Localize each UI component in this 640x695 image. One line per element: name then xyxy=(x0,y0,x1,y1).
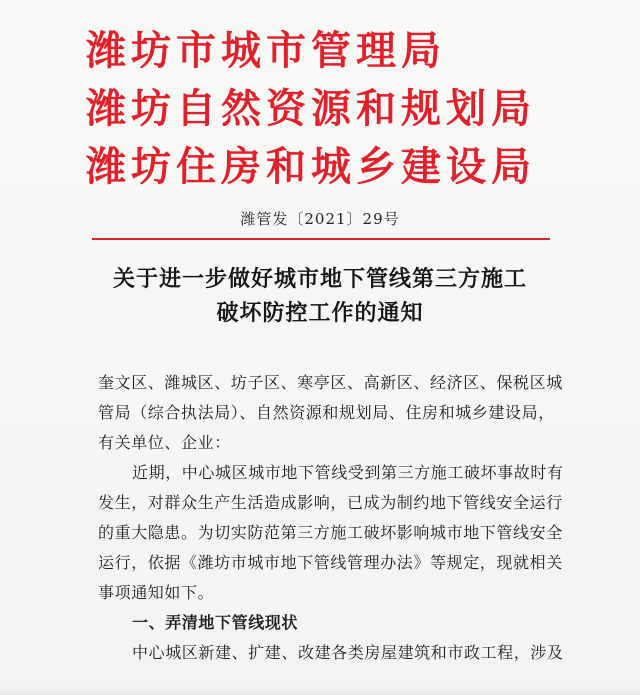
recipient-line: 有关单位、企业： xyxy=(98,433,231,452)
paragraph-line: 的重大隐患。为切实防范第三方施工破坏影响城市地下管线安全 xyxy=(98,523,563,542)
section-heading: 一、弄清地下管线现状 xyxy=(132,613,299,632)
recipient-line: 管局（综合执法局）、自然资源和规划局、住房和城乡建设局， xyxy=(98,403,555,422)
recipient-line: 奎文区、潍城区、坊子区、寒亭区、高新区、经济区、保税区城 xyxy=(98,373,563,392)
document-title-line: 破坏防控工作的通知 xyxy=(216,300,424,326)
paragraph-line: 中心城区新建、扩建、改建各类房屋建筑和市政工程，涉及 xyxy=(132,643,564,662)
issuer-line-city-management: 潍坊市城市管理局 xyxy=(86,27,446,74)
document-body xyxy=(98,368,564,668)
document-title-line: 关于进一步做好城市地下管线第三方施工 xyxy=(112,266,527,292)
page-bottom-shadow xyxy=(0,687,640,695)
paragraph-line: 运行，依据《潍坊市城市地下管线管理办法》等规定，现就相关 xyxy=(98,553,563,572)
paragraph-line: 事项通知如下。 xyxy=(98,583,215,602)
issuing-agencies xyxy=(86,22,556,196)
red-separator-line xyxy=(92,238,550,240)
document-title xyxy=(0,262,640,330)
issuer-line-natural-resources: 潍坊自然资源和规划局 xyxy=(86,85,536,132)
document-number: 潍管发〔2021〕29号 xyxy=(240,210,400,228)
issuer-line-housing-construction: 潍坊住房和城乡建设局 xyxy=(86,143,536,190)
paragraph-line: 发生，对群众生产生活造成影响，已成为制约地下管线安全运行 xyxy=(98,493,563,512)
paragraph-line: 近期，中心城区城市地下管线受到第三方施工破坏事故时有 xyxy=(132,463,564,482)
